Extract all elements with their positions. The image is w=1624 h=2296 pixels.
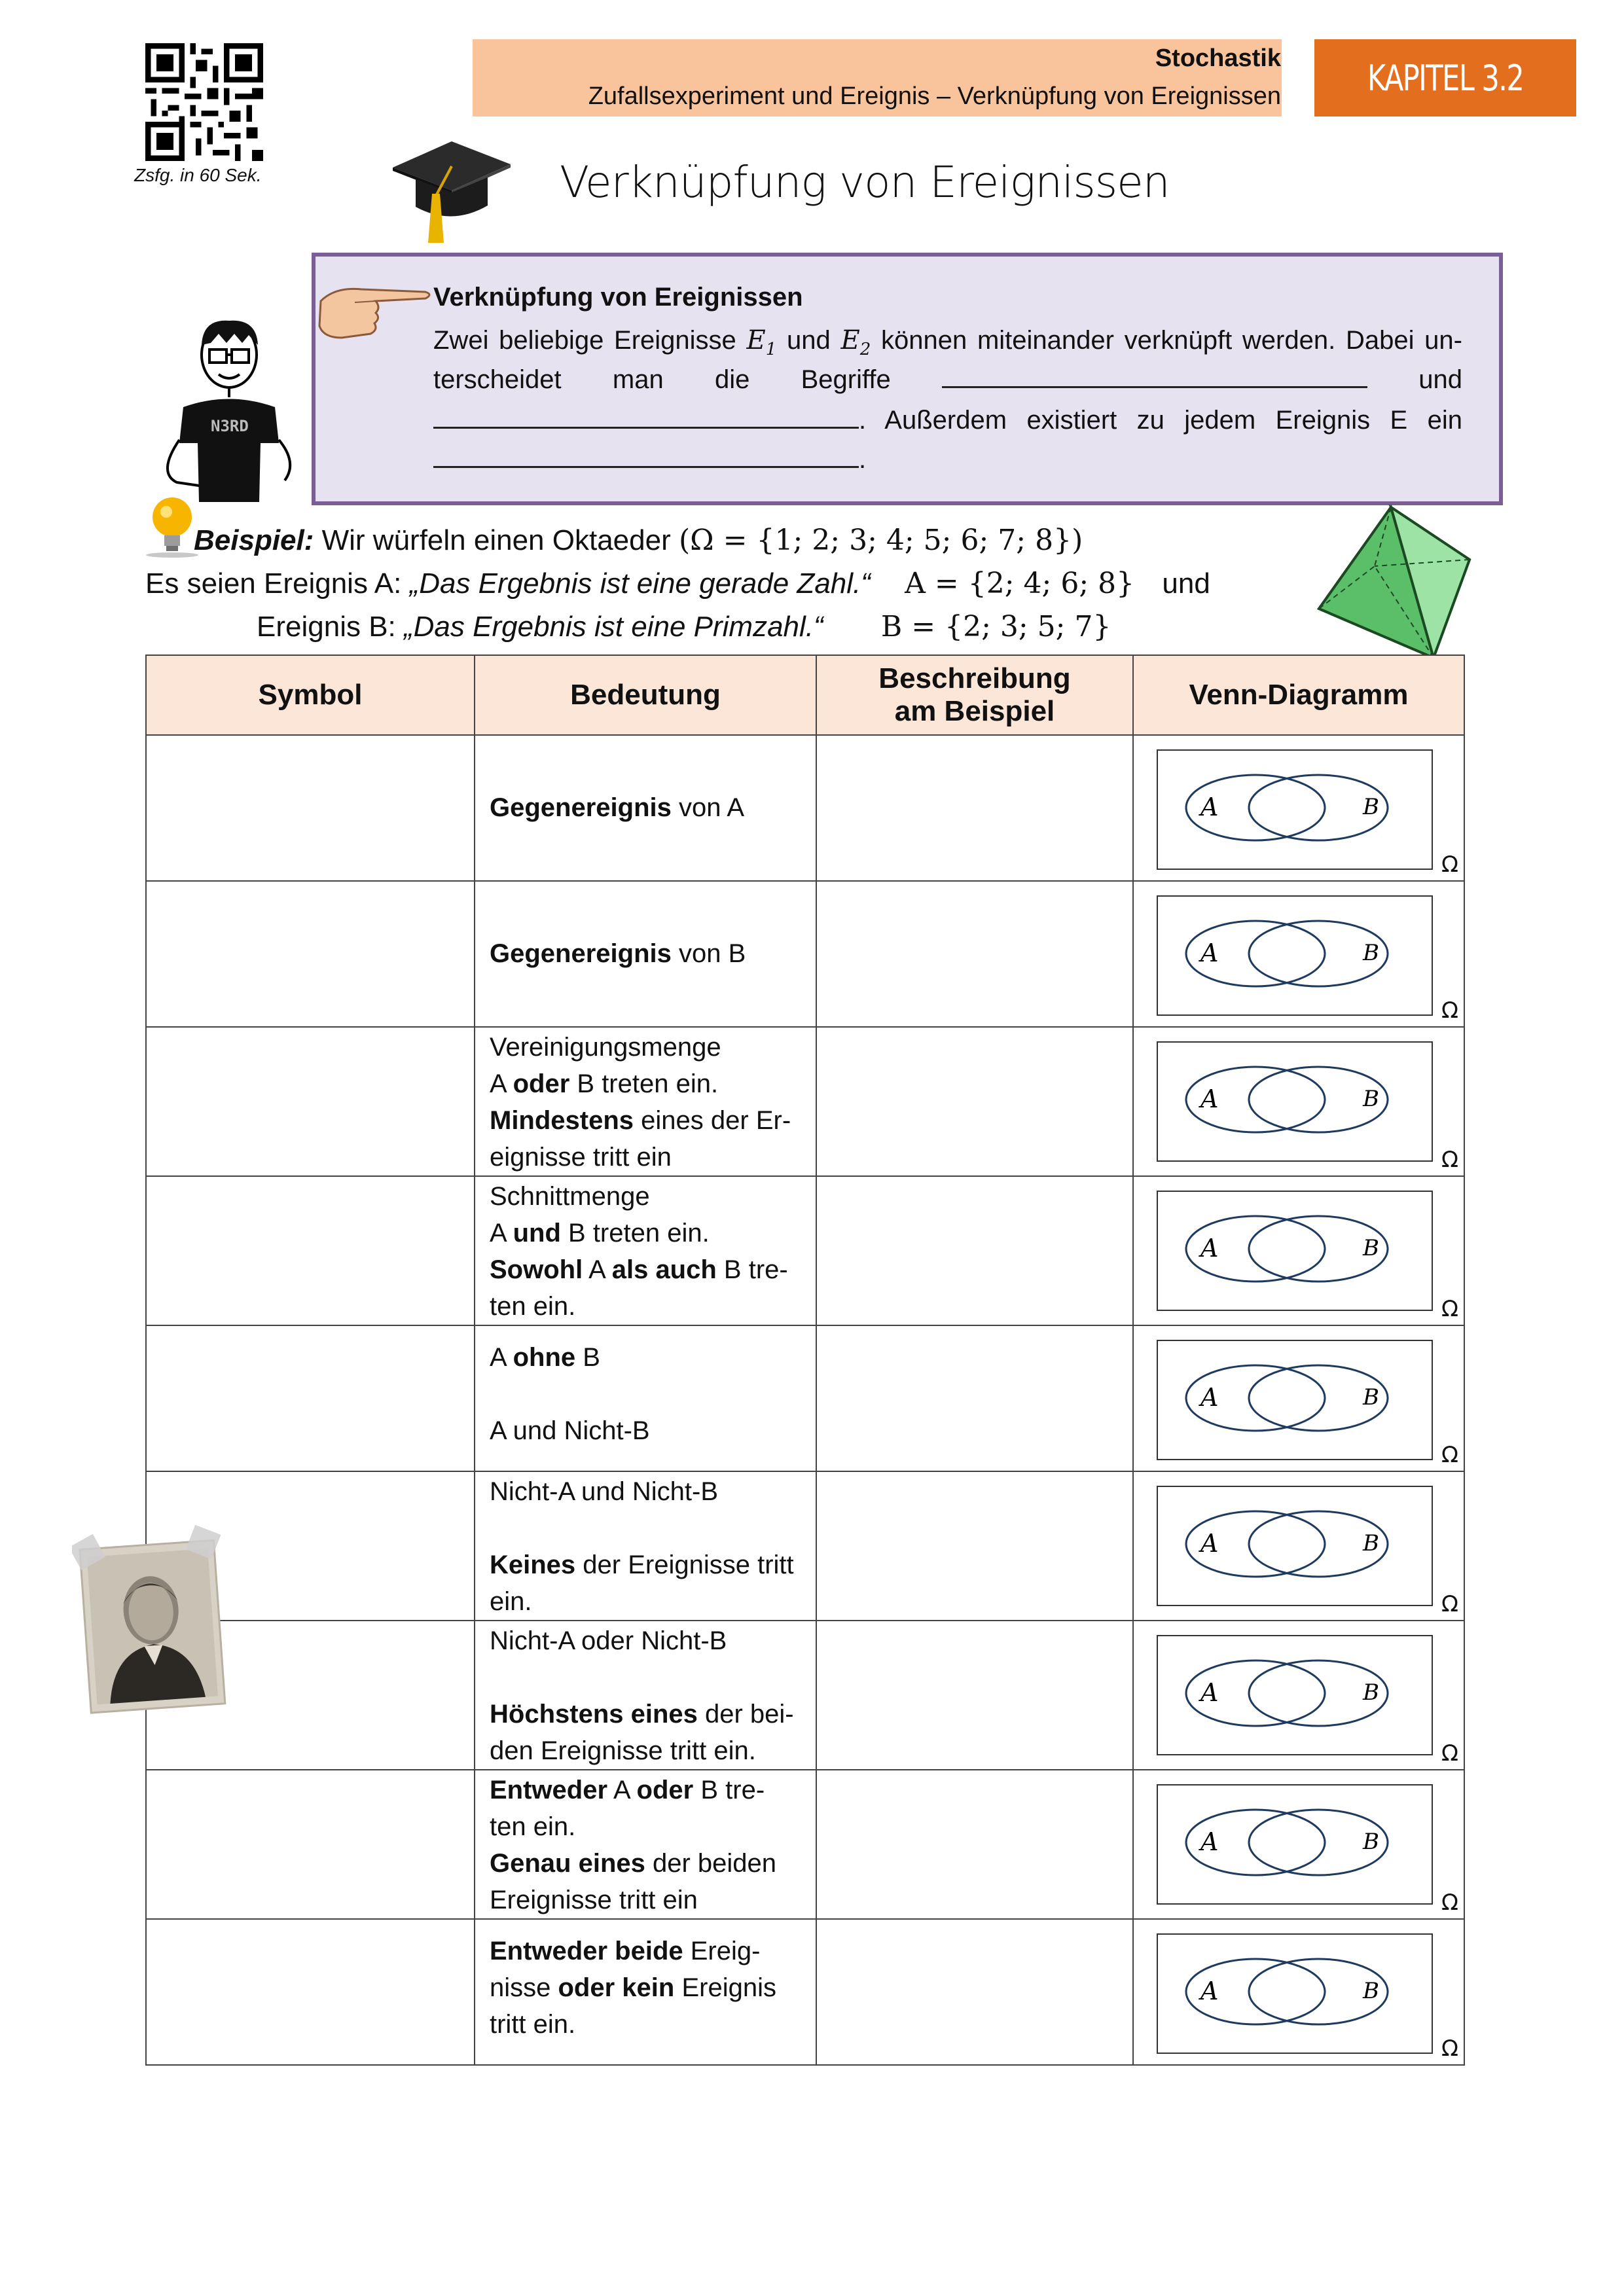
venn-diagram <box>1156 1190 1437 1314</box>
venn-label-b: B <box>1363 1829 1379 1855</box>
description-cell[interactable] <box>816 735 1133 881</box>
venn-cell[interactable] <box>1133 881 1464 1027</box>
definition-line-3 <box>433 401 1462 440</box>
event-a-set: A = {2; 4; 6; 8} <box>905 567 1135 600</box>
example-omega-set: (Ω = {1; 2; 3; 4; 5; 6; 7; 8}) <box>678 524 1083 557</box>
venn-diagram <box>1156 1339 1437 1463</box>
nerd-cartoon-image <box>151 309 314 505</box>
venn-universe <box>1157 1636 1432 1755</box>
venn-universe <box>1157 1191 1432 1310</box>
example-text: Wir würfeln einen Oktaeder <box>321 524 671 556</box>
definition-text: terscheidet man die Begriffe <box>433 365 891 394</box>
venn-diagram <box>1156 1784 1437 1908</box>
meaning-cell: A ohne B A und Nicht-B <box>475 1325 816 1471</box>
omega-label: Ω <box>1441 2036 1458 2062</box>
meaning-cell: Entweder beide Ereig- nisse oder kein Ereignis tritt ein. <box>475 1919 816 2065</box>
example-line-1 <box>194 524 1083 557</box>
omega-label: Ω <box>1441 1890 1458 1916</box>
venn-label-a: A <box>1200 793 1219 821</box>
venn-label-a: A <box>1200 1529 1219 1558</box>
venn-universe <box>1157 1785 1432 1904</box>
venn-label-a: A <box>1200 1977 1219 2005</box>
table-row <box>146 881 1464 1027</box>
meaning-cell: Entweder A oder B tre- ten ein. Genau eines der beiden Ereignisse tritt ein <box>475 1770 816 1919</box>
pointing-hand-icon <box>316 275 433 353</box>
venn-diagram <box>1156 749 1437 873</box>
meaning-cell: Gegenereignis von A <box>475 735 816 881</box>
symbol-cell[interactable] <box>146 1027 475 1176</box>
venn-universe <box>1157 1934 1432 2053</box>
chapter-label: KAPITEL 3.2 <box>1314 39 1576 117</box>
venn-diagram <box>1156 1041 1437 1165</box>
table-row <box>146 735 1464 881</box>
table-row <box>146 1919 1464 2065</box>
symbol-cell[interactable] <box>146 1325 475 1471</box>
example-line-2 <box>145 567 1210 600</box>
meaning-cell: Vereinigungsmenge A oder B treten ein. Mindestens eines der Er- eignisse tritt ein <box>475 1027 816 1176</box>
table-row <box>146 1471 1464 1621</box>
venn-cell[interactable] <box>1133 1176 1464 1325</box>
definition-line-2 <box>433 360 1462 399</box>
fill-in-blank-2[interactable] <box>433 404 859 429</box>
definition-text: und <box>787 326 831 355</box>
meaning-cell: Schnittmenge A und B treten ein. Sowohl A als auch B tre- ten ein. <box>475 1176 816 1325</box>
header-topic: Zufallsexperiment und Ereignis – Verknüpfung von Ereignissen <box>588 82 1281 110</box>
meaning-cell: Nicht-A und Nicht-B Keines der Ereignisse tritt ein. <box>475 1471 816 1621</box>
description-cell[interactable] <box>816 1027 1133 1176</box>
venn-label-a: A <box>1200 1085 1219 1113</box>
venn-cell[interactable] <box>1133 1770 1464 1919</box>
table-row <box>146 1325 1464 1471</box>
description-cell[interactable] <box>816 1621 1133 1770</box>
table-header-row <box>146 655 1464 735</box>
event-a-description: „Das Ergebnis ist eine gerade Zahl.“ <box>409 567 871 600</box>
octahedron-image <box>1316 504 1479 661</box>
symbol-cell[interactable] <box>146 881 475 1027</box>
venn-universe <box>1157 1340 1432 1460</box>
venn-diagram <box>1156 1933 1437 2057</box>
example-line-3 <box>257 610 1111 643</box>
venn-cell[interactable] <box>1133 1621 1464 1770</box>
events-table <box>145 655 1465 2066</box>
definition-title: Verknüpfung von Ereignissen <box>433 283 803 312</box>
table-row <box>146 1176 1464 1325</box>
header-subject: Stochastik <box>1155 45 1281 72</box>
omega-label: Ω <box>1441 1591 1458 1617</box>
omega-label: Ω <box>1441 1296 1458 1322</box>
svg-text:N3RD: N3RD <box>211 417 249 435</box>
venn-label-a: A <box>1200 939 1219 967</box>
venn-label-b: B <box>1363 1978 1379 2004</box>
omega-label: Ω <box>1441 1442 1458 1468</box>
lightbulb-icon <box>143 492 202 558</box>
venn-cell[interactable] <box>1133 1919 1464 2065</box>
header-description: Beschreibung am Beispiel <box>816 655 1133 735</box>
symbol-cell[interactable] <box>146 1919 475 2065</box>
table-row <box>146 1770 1464 1919</box>
meaning-cell: Gegenereignis von B <box>475 881 816 1027</box>
omega-label: Ω <box>1441 1740 1458 1767</box>
symbol-cell[interactable] <box>146 1176 475 1325</box>
event-b-prefix: Ereignis B: <box>257 611 396 643</box>
definition-text: . Außerdem existiert zu jedem Ereignis E ein <box>859 406 1462 435</box>
example-label: Beispiel: <box>194 524 314 556</box>
description-cell[interactable] <box>816 1176 1133 1325</box>
venn-label-a: A <box>1200 1827 1219 1856</box>
venn-label-b: B <box>1363 940 1379 966</box>
omega-label: Ω <box>1441 1147 1458 1173</box>
venn-label-b: B <box>1363 1086 1379 1112</box>
example-and: und <box>1162 567 1210 600</box>
venn-label-a: A <box>1200 1678 1219 1707</box>
definition-text: Zwei beliebige Ereignisse <box>433 326 736 355</box>
venn-label-b: B <box>1363 1384 1379 1410</box>
meaning-cell: Nicht-A oder Nicht-B Höchstens eines der bei- den Ereignisse tritt ein. <box>475 1621 816 1770</box>
qr-caption: Zsfg. in 60 Sek. <box>134 165 262 185</box>
description-cell[interactable] <box>816 1770 1133 1919</box>
header-venn: Venn-Diagramm <box>1133 655 1464 735</box>
symbol-cell[interactable] <box>146 735 475 881</box>
description-cell[interactable] <box>816 1471 1133 1621</box>
venn-label-a: A <box>1200 1234 1219 1263</box>
math-e1: E <box>746 325 766 355</box>
venn-universe <box>1157 896 1432 1015</box>
math-e1-sub: 1 <box>765 340 777 359</box>
definition-text: . <box>859 445 867 474</box>
symbol-cell[interactable] <box>146 1770 475 1919</box>
venn-label-b: B <box>1363 794 1379 820</box>
table-row <box>146 1621 1464 1770</box>
header-symbol: Symbol <box>146 655 475 735</box>
venn-universe <box>1157 1486 1432 1605</box>
venn-cell[interactable] <box>1133 1027 1464 1176</box>
table-row <box>146 1027 1464 1176</box>
event-b-set: B = {2; 3; 5; 7} <box>880 610 1111 643</box>
graduation-cap-icon <box>386 128 517 253</box>
venn-diagram <box>1156 1485 1437 1609</box>
omega-label: Ω <box>1441 852 1458 878</box>
venn-universe <box>1157 1042 1432 1161</box>
venn-universe <box>1157 750 1432 869</box>
page-title: Verknüpfung von Ereignissen <box>560 157 1170 207</box>
qr-code <box>145 43 263 161</box>
venn-cell[interactable] <box>1133 1471 1464 1621</box>
description-cell[interactable] <box>816 1919 1133 2065</box>
omega-label: Ω <box>1441 997 1458 1024</box>
venn-label-b: B <box>1363 1530 1379 1556</box>
venn-label-b: B <box>1363 1235 1379 1261</box>
portrait-photo <box>72 1525 236 1721</box>
definition-text: können miteinander verknüpft werden. Dabei un- <box>880 326 1462 355</box>
fill-in-blank-1[interactable] <box>942 364 1367 388</box>
venn-diagram <box>1156 895 1437 1019</box>
description-cell[interactable] <box>816 1325 1133 1471</box>
math-e2: E <box>840 325 860 355</box>
venn-cell[interactable] <box>1133 1325 1464 1471</box>
description-cell[interactable] <box>816 881 1133 1027</box>
event-b-description: „Das Ergebnis ist eine Primzahl.“ <box>404 611 823 643</box>
venn-cell[interactable] <box>1133 735 1464 881</box>
fill-in-blank-3[interactable] <box>433 444 859 468</box>
event-a-prefix: Es seien Ereignis A: <box>145 567 402 600</box>
venn-label-a: A <box>1200 1383 1219 1412</box>
venn-label-b: B <box>1363 1679 1379 1706</box>
venn-diagram <box>1156 1634 1437 1759</box>
definition-text: und <box>1418 365 1462 394</box>
header-meaning: Bedeutung <box>475 655 816 735</box>
math-e2-sub: 2 <box>859 340 871 359</box>
definition-line-4 <box>433 440 1462 479</box>
